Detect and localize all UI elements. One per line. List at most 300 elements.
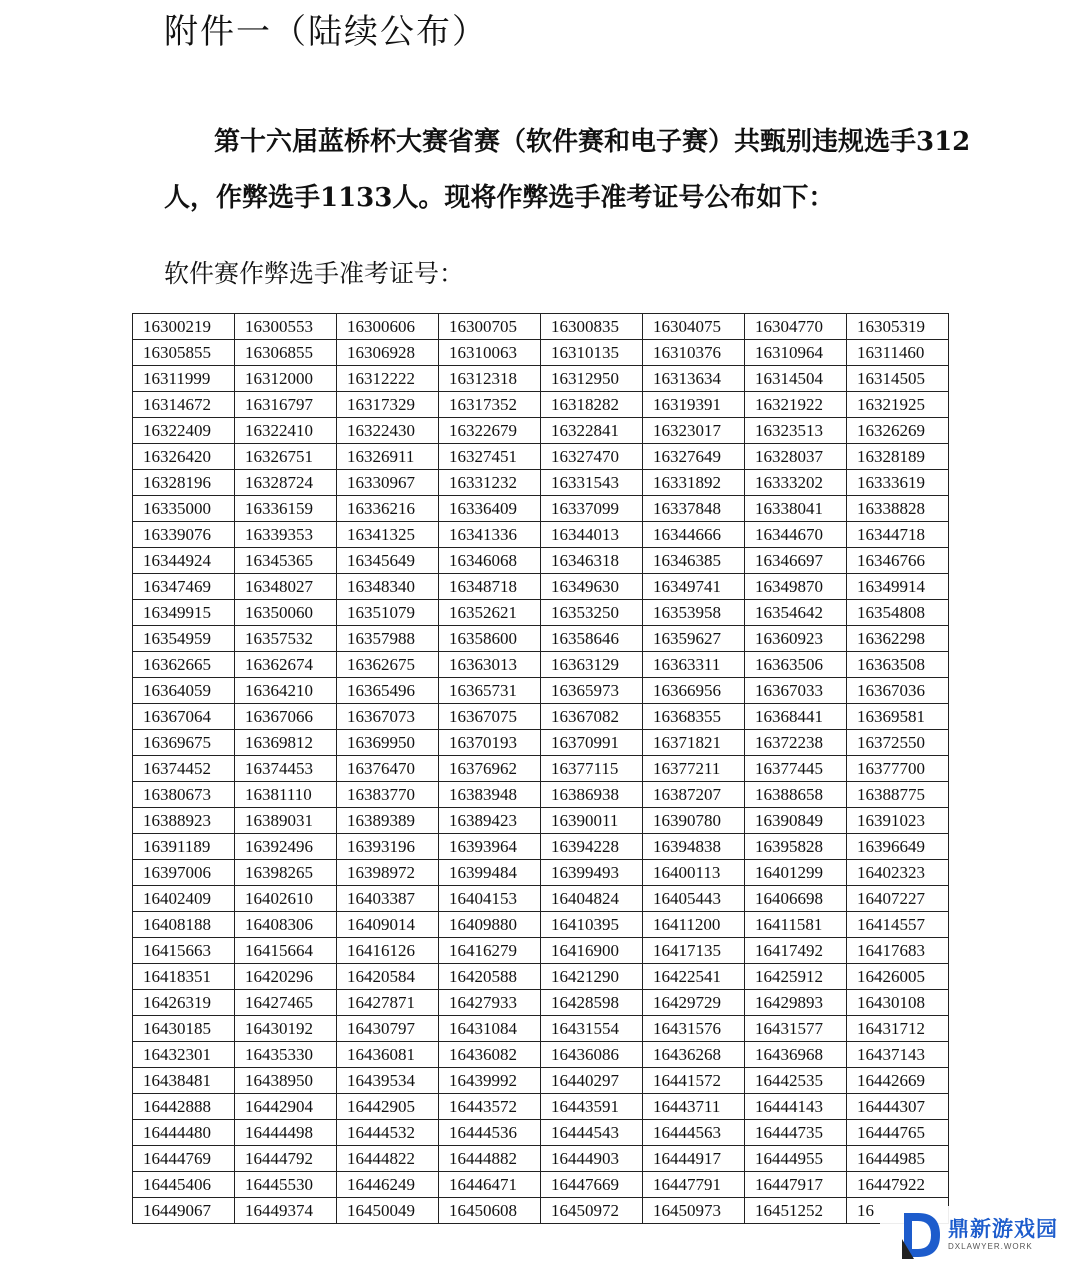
table-cell: 16390849 <box>745 808 847 834</box>
table-cell: 16400113 <box>643 860 745 886</box>
table-cell: 16450608 <box>439 1198 541 1224</box>
table-cell: 16367075 <box>439 704 541 730</box>
table-cell: 16367033 <box>745 678 847 704</box>
watermark-url: DXLAWYER.WORK <box>948 1242 1033 1251</box>
table-cell: 16314672 <box>133 392 235 418</box>
table-cell: 16447669 <box>541 1172 643 1198</box>
table-cell: 16344666 <box>643 522 745 548</box>
table-cell: 16369581 <box>847 704 949 730</box>
table-cell: 16349741 <box>643 574 745 600</box>
table-cell: 16406698 <box>745 886 847 912</box>
table-cell: 16420296 <box>235 964 337 990</box>
table-row <box>133 964 949 990</box>
intro-paragraph-line-1: 第十六届蓝桥杯大赛省赛（软件赛和电子赛）共甄别违规选手312 <box>214 127 971 157</box>
table-cell: 16390011 <box>541 808 643 834</box>
table-cell: 16310063 <box>439 340 541 366</box>
table-row <box>133 1094 949 1120</box>
table-cell: 16333619 <box>847 470 949 496</box>
table-cell: 16351079 <box>337 600 439 626</box>
table-cell: 16444532 <box>337 1120 439 1146</box>
table-cell: 16368355 <box>643 704 745 730</box>
table-row <box>133 444 949 470</box>
table-row <box>133 652 949 678</box>
table-cell: 16445530 <box>235 1172 337 1198</box>
table-cell: 16417135 <box>643 938 745 964</box>
table-cell: 16368441 <box>745 704 847 730</box>
table-row <box>133 808 949 834</box>
table-cell: 16304075 <box>643 314 745 340</box>
table-cell: 16316797 <box>235 392 337 418</box>
table-cell: 16409880 <box>439 912 541 938</box>
table-cell: 16405443 <box>643 886 745 912</box>
table-cell: 16444765 <box>847 1120 949 1146</box>
table-row <box>133 496 949 522</box>
table-cell: 16409014 <box>337 912 439 938</box>
table-cell: 16383770 <box>337 782 439 808</box>
watermark <box>880 1206 1076 1264</box>
table-cell: 16363506 <box>745 652 847 678</box>
table-cell: 16305855 <box>133 340 235 366</box>
table-cell: 16369812 <box>235 730 337 756</box>
table-cell: 16360923 <box>745 626 847 652</box>
watermark-text <box>948 1217 1058 1253</box>
table-cell: 16345365 <box>235 548 337 574</box>
table-cell: 16436086 <box>541 1042 643 1068</box>
table-cell: 16440297 <box>541 1068 643 1094</box>
table-cell: 16363508 <box>847 652 949 678</box>
table-row <box>133 1172 949 1198</box>
table-cell: 16410395 <box>541 912 643 938</box>
table-cell: 16444480 <box>133 1120 235 1146</box>
intro-paragraph-line-2: 人，作弊选手1133人。现将作弊选手准考证号公布如下： <box>164 183 835 213</box>
table-cell: 16394838 <box>643 834 745 860</box>
table-cell: 16352621 <box>439 600 541 626</box>
table-cell: 16444822 <box>337 1146 439 1172</box>
table-cell: 16349870 <box>745 574 847 600</box>
table-cell: 16328037 <box>745 444 847 470</box>
table-cell: 16338828 <box>847 496 949 522</box>
table-cell: 16450973 <box>643 1198 745 1224</box>
table-cell: 16393196 <box>337 834 439 860</box>
table-cell: 16358600 <box>439 626 541 652</box>
table-cell: 16444985 <box>847 1146 949 1172</box>
table-cell: 16446471 <box>439 1172 541 1198</box>
table-cell: 16436968 <box>745 1042 847 1068</box>
table-cell: 16323513 <box>745 418 847 444</box>
table-cell: 16371821 <box>643 730 745 756</box>
table-cell: 16369950 <box>337 730 439 756</box>
table-cell: 16370991 <box>541 730 643 756</box>
table-cell: 16411200 <box>643 912 745 938</box>
table-cell: 16380673 <box>133 782 235 808</box>
table-cell: 16403387 <box>337 886 439 912</box>
table-cell: 16344718 <box>847 522 949 548</box>
table-cell: 16367082 <box>541 704 643 730</box>
table-cell: 16300835 <box>541 314 643 340</box>
table-cell: 16430185 <box>133 1016 235 1042</box>
table-cell: 16300553 <box>235 314 337 340</box>
table-cell: 16330967 <box>337 470 439 496</box>
table-cell: 16322410 <box>235 418 337 444</box>
table-cell: 16358646 <box>541 626 643 652</box>
table-cell: 16346068 <box>439 548 541 574</box>
table-cell: 16415663 <box>133 938 235 964</box>
watermark-name: 鼎新游戏园 <box>948 1217 1058 1241</box>
table-cell: 16398265 <box>235 860 337 886</box>
table-cell: 16444543 <box>541 1120 643 1146</box>
table-cell: 16354808 <box>847 600 949 626</box>
dx-logo-icon <box>900 1209 944 1261</box>
table-cell: 16369675 <box>133 730 235 756</box>
table-cell: 16430797 <box>337 1016 439 1042</box>
table-cell: 16420584 <box>337 964 439 990</box>
table-cell: 16310964 <box>745 340 847 366</box>
table-cell: 16 <box>847 1198 949 1224</box>
table-cell: 16349630 <box>541 574 643 600</box>
table-cell: 16376470 <box>337 756 439 782</box>
table-cell: 16310376 <box>643 340 745 366</box>
table-cell: 16421290 <box>541 964 643 990</box>
table-cell: 16377700 <box>847 756 949 782</box>
table-row <box>133 366 949 392</box>
table-cell: 16322430 <box>337 418 439 444</box>
table-cell: 16411581 <box>745 912 847 938</box>
table-cell: 16416126 <box>337 938 439 964</box>
table-cell: 16445406 <box>133 1172 235 1198</box>
table-cell: 16363129 <box>541 652 643 678</box>
table-cell: 16429729 <box>643 990 745 1016</box>
table-cell: 16348340 <box>337 574 439 600</box>
table-cell: 16444536 <box>439 1120 541 1146</box>
table-cell: 16367064 <box>133 704 235 730</box>
table-cell: 16430192 <box>235 1016 337 1042</box>
table-row <box>133 678 949 704</box>
table-cell: 16362674 <box>235 652 337 678</box>
table-cell: 16364059 <box>133 678 235 704</box>
table-cell: 16444498 <box>235 1120 337 1146</box>
table-cell: 16442905 <box>337 1094 439 1120</box>
table-cell: 16391023 <box>847 808 949 834</box>
table-row <box>133 730 949 756</box>
page-heading: 附件一（陆续公布） <box>164 12 488 52</box>
table-cell: 16438950 <box>235 1068 337 1094</box>
table-cell: 16362298 <box>847 626 949 652</box>
table-row <box>133 756 949 782</box>
table-cell: 16362665 <box>133 652 235 678</box>
table-cell: 16326269 <box>847 418 949 444</box>
table-cell: 16376962 <box>439 756 541 782</box>
table-cell: 16366956 <box>643 678 745 704</box>
table-cell: 16447917 <box>745 1172 847 1198</box>
table-cell: 16327451 <box>439 444 541 470</box>
table-cell: 16362675 <box>337 652 439 678</box>
table-cell: 16300219 <box>133 314 235 340</box>
table-cell: 16350060 <box>235 600 337 626</box>
table-cell: 16444769 <box>133 1146 235 1172</box>
table-cell: 16402323 <box>847 860 949 886</box>
table-cell: 16306855 <box>235 340 337 366</box>
table-cell: 16321925 <box>847 392 949 418</box>
table-cell: 16436268 <box>643 1042 745 1068</box>
table-cell: 16306928 <box>337 340 439 366</box>
table-cell: 16322679 <box>439 418 541 444</box>
table-cell: 16349915 <box>133 600 235 626</box>
table-cell: 16348027 <box>235 574 337 600</box>
table-cell: 16357532 <box>235 626 337 652</box>
table-cell: 16328724 <box>235 470 337 496</box>
table-cell: 16300705 <box>439 314 541 340</box>
table-cell: 16346318 <box>541 548 643 574</box>
table-cell: 16327649 <box>643 444 745 470</box>
table-cell: 16431577 <box>745 1016 847 1042</box>
table-cell: 16428598 <box>541 990 643 1016</box>
table-cell: 16328189 <box>847 444 949 470</box>
table-cell: 16363013 <box>439 652 541 678</box>
table-cell: 16444903 <box>541 1146 643 1172</box>
table-cell: 16395828 <box>745 834 847 860</box>
table-cell: 16338041 <box>745 496 847 522</box>
table-row <box>133 834 949 860</box>
table-cell: 16331892 <box>643 470 745 496</box>
table-cell: 16319391 <box>643 392 745 418</box>
table-cell: 16397006 <box>133 860 235 886</box>
table-cell: 16304770 <box>745 314 847 340</box>
table-cell: 16441572 <box>643 1068 745 1094</box>
table-cell: 16326911 <box>337 444 439 470</box>
table-cell: 16354642 <box>745 600 847 626</box>
table-row <box>133 548 949 574</box>
table-cell: 16449067 <box>133 1198 235 1224</box>
table-cell: 16431712 <box>847 1016 949 1042</box>
table-cell: 16404824 <box>541 886 643 912</box>
table-cell: 16346385 <box>643 548 745 574</box>
table-row <box>133 314 949 340</box>
table-cell: 16377445 <box>745 756 847 782</box>
table-cell: 16348718 <box>439 574 541 600</box>
table-cell: 16388923 <box>133 808 235 834</box>
section-subtitle: 软件赛作弊选手准考证号： <box>164 259 465 288</box>
table-row <box>133 886 949 912</box>
table-row <box>133 418 949 444</box>
table-cell: 16447791 <box>643 1172 745 1198</box>
table-row <box>133 626 949 652</box>
table-cell: 16438481 <box>133 1068 235 1094</box>
table-cell: 16389031 <box>235 808 337 834</box>
table-cell: 16365973 <box>541 678 643 704</box>
table-cell: 16341325 <box>337 522 439 548</box>
table-cell: 16312000 <box>235 366 337 392</box>
table-cell: 16450049 <box>337 1198 439 1224</box>
table-cell: 16398972 <box>337 860 439 886</box>
table-cell: 16346697 <box>745 548 847 574</box>
table-cell: 16418351 <box>133 964 235 990</box>
table-row <box>133 1146 949 1172</box>
table-cell: 16387207 <box>643 782 745 808</box>
table-cell: 16443711 <box>643 1094 745 1120</box>
table-cell: 16337099 <box>541 496 643 522</box>
table-cell: 16344924 <box>133 548 235 574</box>
table-cell: 16359627 <box>643 626 745 652</box>
table-cell: 16431084 <box>439 1016 541 1042</box>
table-cell: 16407227 <box>847 886 949 912</box>
table-cell: 16339353 <box>235 522 337 548</box>
table-cell: 16388658 <box>745 782 847 808</box>
table-cell: 16314504 <box>745 366 847 392</box>
table-cell: 16435330 <box>235 1042 337 1068</box>
table-row <box>133 1068 949 1094</box>
table-cell: 16388775 <box>847 782 949 808</box>
table-cell: 16346766 <box>847 548 949 574</box>
table-cell: 16416279 <box>439 938 541 964</box>
table-cell: 16404153 <box>439 886 541 912</box>
table-cell: 16443572 <box>439 1094 541 1120</box>
table-cell: 16312318 <box>439 366 541 392</box>
table-cell: 16390780 <box>643 808 745 834</box>
table-cell: 16312950 <box>541 366 643 392</box>
table-cell: 16427465 <box>235 990 337 1016</box>
table-cell: 16367066 <box>235 704 337 730</box>
table-cell: 16450972 <box>541 1198 643 1224</box>
table-row <box>133 470 949 496</box>
table-row <box>133 938 949 964</box>
table-cell: 16318282 <box>541 392 643 418</box>
table-cell: 16425912 <box>745 964 847 990</box>
table-cell: 16427933 <box>439 990 541 1016</box>
table-cell: 16444563 <box>643 1120 745 1146</box>
table-cell: 16323017 <box>643 418 745 444</box>
table-cell: 16436082 <box>439 1042 541 1068</box>
table-cell: 16414557 <box>847 912 949 938</box>
table-cell: 16444735 <box>745 1120 847 1146</box>
table-cell: 16442904 <box>235 1094 337 1120</box>
table-cell: 16370193 <box>439 730 541 756</box>
candidate-id-table <box>132 313 949 1224</box>
table-cell: 16422541 <box>643 964 745 990</box>
table-cell: 16326420 <box>133 444 235 470</box>
table-row <box>133 340 949 366</box>
table-cell: 16310135 <box>541 340 643 366</box>
table-cell: 16374452 <box>133 756 235 782</box>
table-row <box>133 1042 949 1068</box>
table-cell: 16444143 <box>745 1094 847 1120</box>
table-row <box>133 522 949 548</box>
table-cell: 16357988 <box>337 626 439 652</box>
table-cell: 16347469 <box>133 574 235 600</box>
table-cell: 16426005 <box>847 964 949 990</box>
table-cell: 16339076 <box>133 522 235 548</box>
table-cell: 16377115 <box>541 756 643 782</box>
table-cell: 16442669 <box>847 1068 949 1094</box>
table-row <box>133 600 949 626</box>
table-cell: 16442535 <box>745 1068 847 1094</box>
table-cell: 16401299 <box>745 860 847 886</box>
table-cell: 16389389 <box>337 808 439 834</box>
table-cell: 16328196 <box>133 470 235 496</box>
table-cell: 16365496 <box>337 678 439 704</box>
table-cell: 16417492 <box>745 938 847 964</box>
table-cell: 16349914 <box>847 574 949 600</box>
table-cell: 16331232 <box>439 470 541 496</box>
table-cell: 16365731 <box>439 678 541 704</box>
table-cell: 16311460 <box>847 340 949 366</box>
table-cell: 16442888 <box>133 1094 235 1120</box>
table-cell: 16381110 <box>235 782 337 808</box>
table-cell: 16416900 <box>541 938 643 964</box>
table-cell: 16431554 <box>541 1016 643 1042</box>
table-cell: 16431576 <box>643 1016 745 1042</box>
table-cell: 16353958 <box>643 600 745 626</box>
table-cell: 16394228 <box>541 834 643 860</box>
table-cell: 16331543 <box>541 470 643 496</box>
table-row <box>133 1198 949 1224</box>
table-row <box>133 1016 949 1042</box>
table-cell: 16345649 <box>337 548 439 574</box>
table-cell: 16386938 <box>541 782 643 808</box>
table-row <box>133 990 949 1016</box>
table-cell: 16437143 <box>847 1042 949 1068</box>
table-cell: 16344670 <box>745 522 847 548</box>
table-cell: 16314505 <box>847 366 949 392</box>
table-row <box>133 782 949 808</box>
table-cell: 16336216 <box>337 496 439 522</box>
table-cell: 16417683 <box>847 938 949 964</box>
table-cell: 16367073 <box>337 704 439 730</box>
table-cell: 16326751 <box>235 444 337 470</box>
table-cell: 16300606 <box>337 314 439 340</box>
table-cell: 16313634 <box>643 366 745 392</box>
table-cell: 16439534 <box>337 1068 439 1094</box>
table-cell: 16327470 <box>541 444 643 470</box>
table-cell: 16444307 <box>847 1094 949 1120</box>
table-cell: 16372550 <box>847 730 949 756</box>
table-cell: 16311999 <box>133 366 235 392</box>
table-row <box>133 574 949 600</box>
table-cell: 16374453 <box>235 756 337 782</box>
table-row <box>133 912 949 938</box>
table-cell: 16372238 <box>745 730 847 756</box>
table-cell: 16443591 <box>541 1094 643 1120</box>
table-cell: 16447922 <box>847 1172 949 1198</box>
table-cell: 16415664 <box>235 938 337 964</box>
table-cell: 16383948 <box>439 782 541 808</box>
table-cell: 16436081 <box>337 1042 439 1068</box>
table-cell: 16364210 <box>235 678 337 704</box>
table-cell: 16396649 <box>847 834 949 860</box>
table-cell: 16317352 <box>439 392 541 418</box>
table-cell: 16322841 <box>541 418 643 444</box>
table-cell: 16420588 <box>439 964 541 990</box>
table-cell: 16408188 <box>133 912 235 938</box>
table-cell: 16444917 <box>643 1146 745 1172</box>
table-cell: 16429893 <box>745 990 847 1016</box>
table-cell: 16322409 <box>133 418 235 444</box>
table-cell: 16449374 <box>235 1198 337 1224</box>
table-row <box>133 860 949 886</box>
table-cell: 16312222 <box>337 366 439 392</box>
table-cell: 16363311 <box>643 652 745 678</box>
table-cell: 16426319 <box>133 990 235 1016</box>
table-cell: 16399493 <box>541 860 643 886</box>
table-row <box>133 392 949 418</box>
table-cell: 16427871 <box>337 990 439 1016</box>
table-cell: 16432301 <box>133 1042 235 1068</box>
table-cell: 16451252 <box>745 1198 847 1224</box>
table-cell: 16336409 <box>439 496 541 522</box>
table-cell: 16337848 <box>643 496 745 522</box>
table-cell: 16393964 <box>439 834 541 860</box>
table-cell: 16305319 <box>847 314 949 340</box>
table-cell: 16392496 <box>235 834 337 860</box>
